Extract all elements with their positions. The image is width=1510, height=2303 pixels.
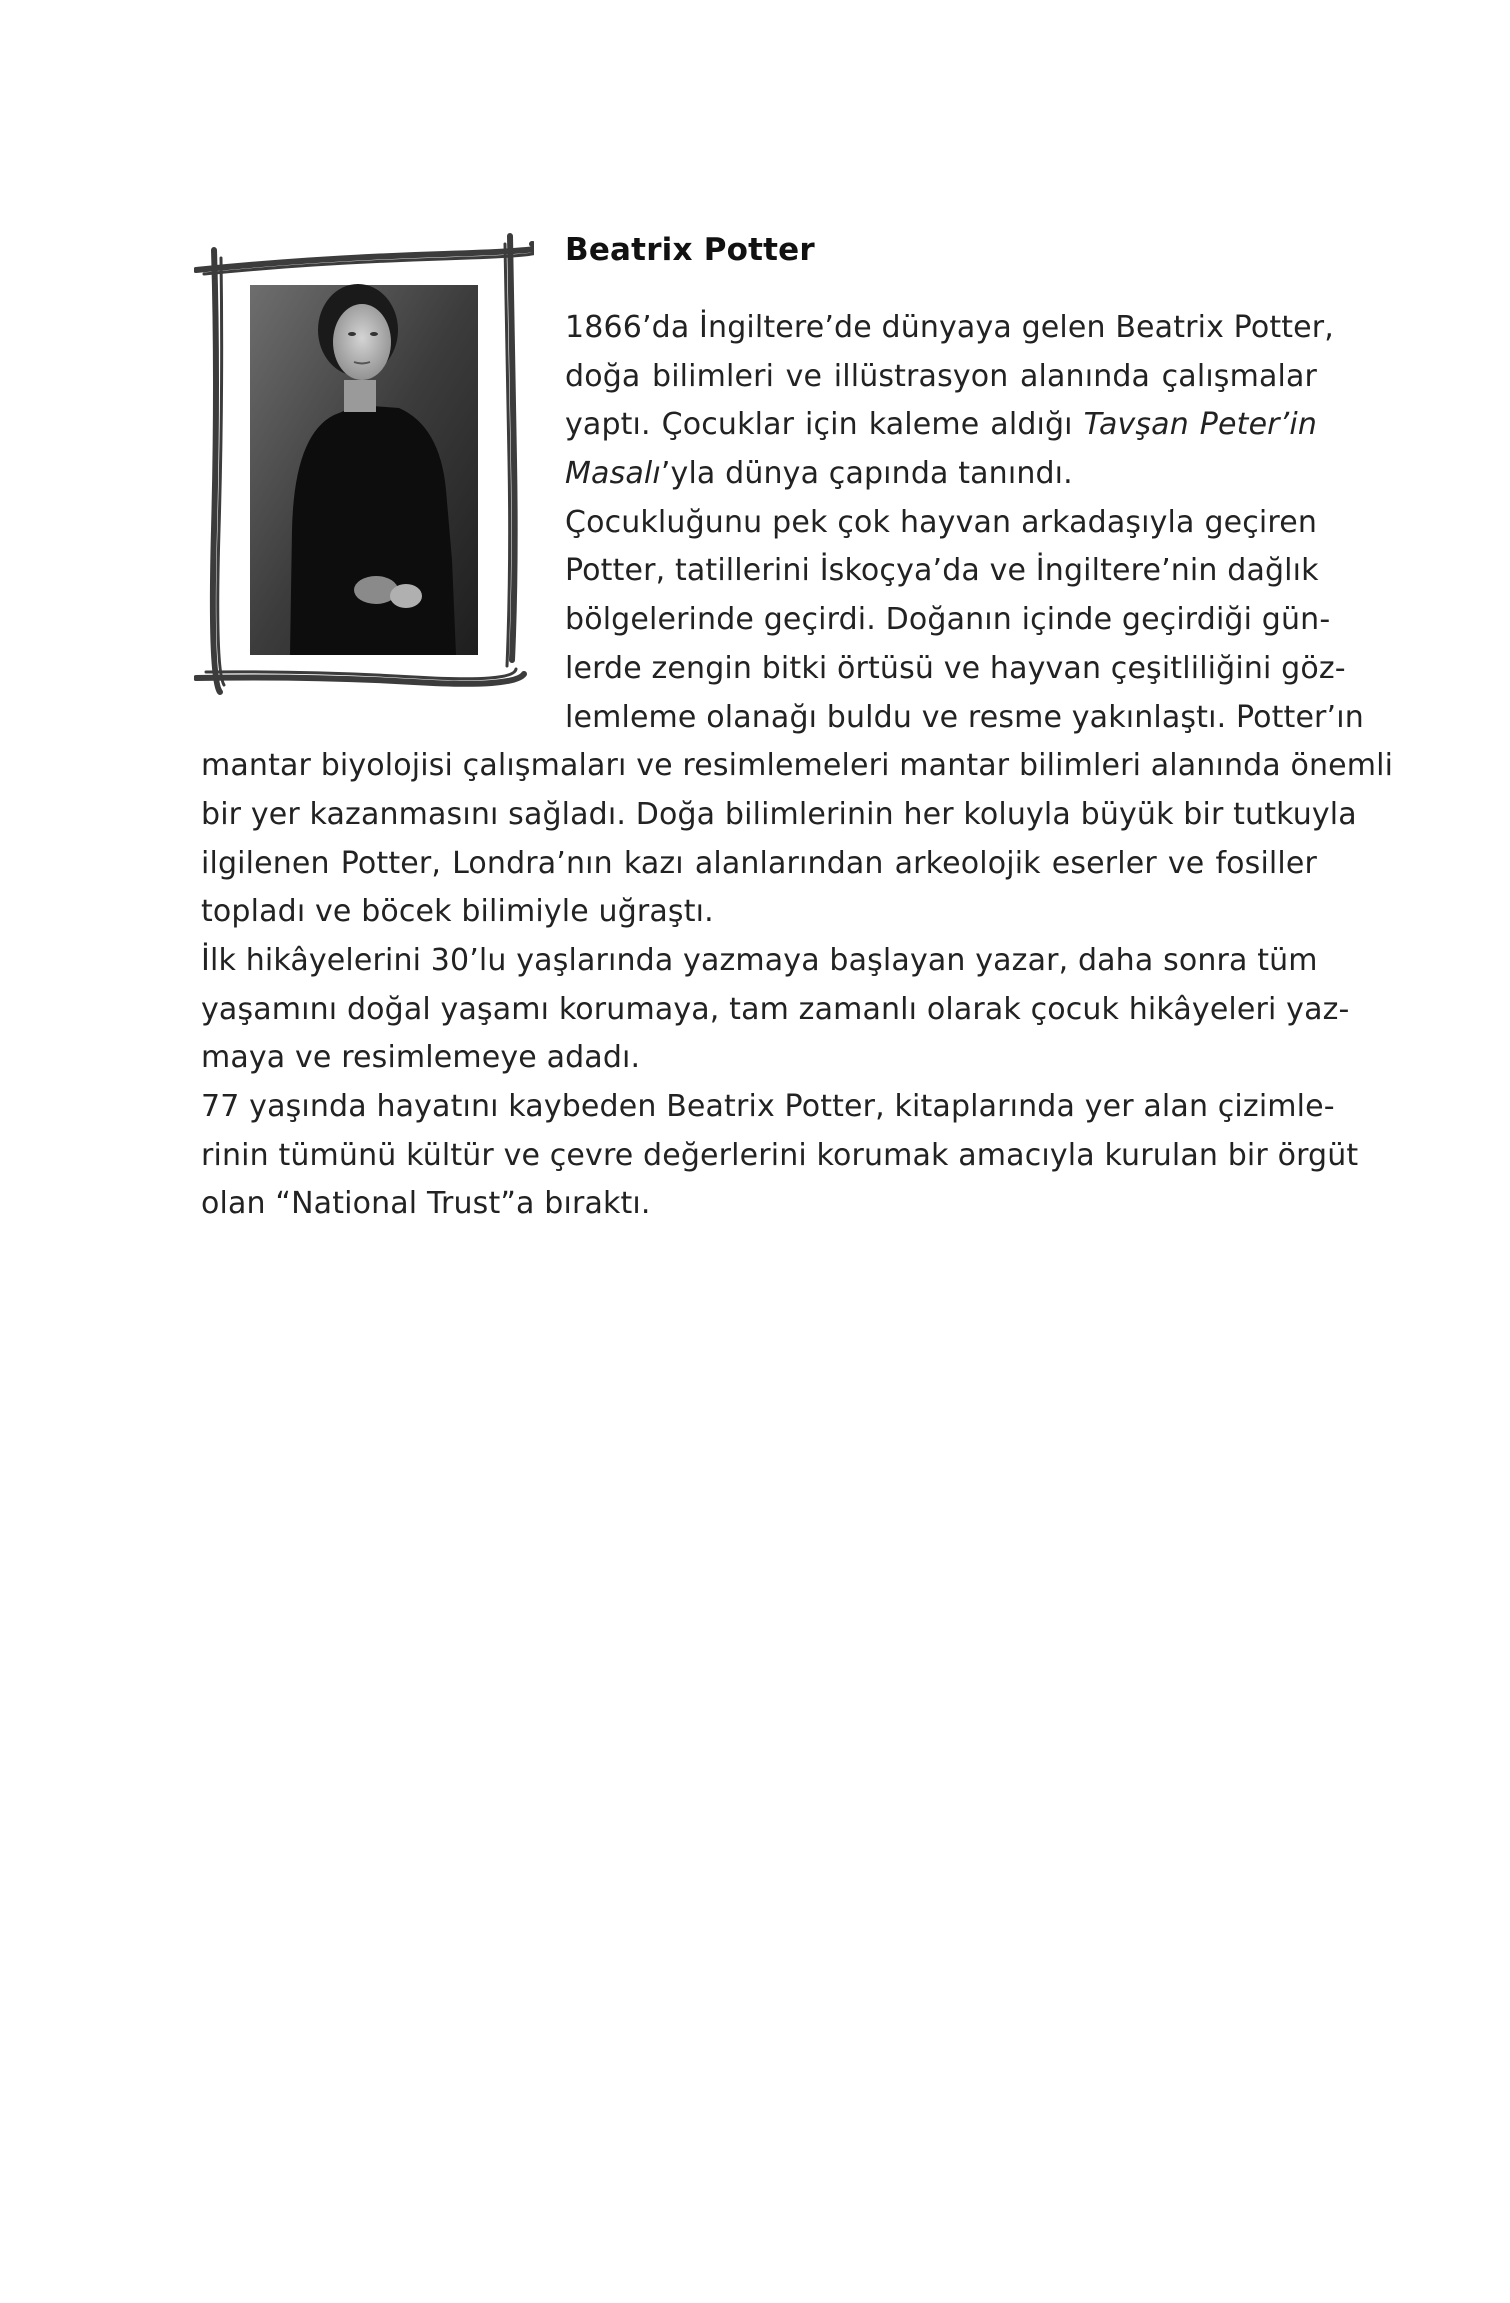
text-line-content: [201, 840, 1317, 889]
book-title-italic: Masalı: [565, 456, 661, 492]
text-line-main: yaşamını doğal yaşamı korumaya, tam zamanlı olarak çocuk hikâyeleri yaz-: [201, 991, 1350, 1027]
book-title-italic: Tavşan Peter’in: [1083, 407, 1317, 443]
text-line-main: 77 yaşında hayatını kaybeden Beatrix Potter, kitaplarında yer alan çizimle-: [201, 1089, 1335, 1124]
text-line: [201, 450, 1317, 499]
text-line-content: [565, 645, 1346, 694]
text-line-main: maya ve resimlemeye adadı.: [201, 1040, 641, 1076]
text-line-main: topladı ve böcek bilimiyle uğraştı.: [201, 894, 714, 930]
text-line-content: [201, 1034, 1317, 1083]
text-line: [201, 888, 1317, 937]
biography-text: [201, 304, 1394, 1229]
text-line: [201, 547, 1317, 596]
text-line: [201, 401, 1317, 450]
text-line: [201, 353, 1317, 402]
text-line: [201, 791, 1357, 840]
text-line: [201, 986, 1350, 1035]
text-line-main: olan “National Trust”a bıraktı.: [201, 1186, 651, 1222]
text-line-main: mantar biyolojisi çalışmaları ve resimlemeleri mantar bilimleri alanında önemli: [201, 748, 1394, 784]
text-line-content: [201, 791, 1357, 840]
text-line-content: [565, 694, 1364, 743]
text-line-main: Çocukluğunu pek çok hayvan arkadaşıyla geçiren: [565, 504, 1317, 540]
text-line-main: İlk hikâyelerini 30’lu yaşlarında yazmaya başlayan yazar, daha sonra tüm: [201, 942, 1318, 978]
text-line-content: [565, 499, 1317, 548]
text-line-main: 1866’da İngiltere’de dünyaya gelen Beatrix Potter,: [565, 310, 1334, 345]
text-line: [201, 499, 1317, 548]
text-line-content: [201, 742, 1394, 791]
text-line-content: [201, 937, 1317, 986]
text-line-content: [201, 986, 1350, 1035]
text-line-main: lemleme olanağı buldu ve resme yakınlaştı. Potter’ın: [565, 699, 1364, 735]
text-line: [201, 1180, 1317, 1229]
text-line: [201, 1132, 1359, 1181]
text-line: [201, 937, 1317, 986]
text-line-main: ’yla dünya çapında tanındı.: [660, 456, 1073, 492]
text-line-main: doğa bilimleri ve illüstrasyon alanında çalışmalar: [565, 358, 1317, 394]
text-line: [201, 840, 1317, 889]
text-line: [201, 742, 1394, 791]
text-line: [201, 645, 1346, 694]
text-line-main: ilgilenen Potter, Londra’nın kazı alanlarından arkeolojik eserler ve fosiller: [201, 845, 1317, 881]
text-line-content: [201, 1180, 1317, 1229]
text-line-content: [565, 304, 1334, 353]
text-line-content: [565, 596, 1331, 645]
text-line-main: bölgelerinde geçirdi. Doğanın içinde geçirdiği gün-: [565, 602, 1331, 638]
text-line: [201, 694, 1364, 743]
text-line-main: bir yer kazanmasını sağladı. Doğa bilimlerinin her koluyla büyük bir tutkuyla: [201, 796, 1357, 832]
text-line-content: [201, 1083, 1335, 1132]
text-line-main: lerde zengin bitki örtüsü ve hayvan çeşitliliğini göz-: [565, 650, 1346, 686]
text-line: [201, 1034, 1317, 1083]
text-line: [201, 596, 1331, 645]
text-line-main: Potter, tatillerini İskoçya’da ve İngiltere’nin dağlık: [565, 553, 1319, 589]
text-line: [201, 304, 1334, 353]
text-line-content: [565, 353, 1317, 402]
text-line: [201, 1083, 1335, 1132]
text-line-content: [201, 1132, 1359, 1181]
text-line-content: [565, 401, 1317, 450]
text-line-content: [565, 450, 1317, 499]
page-title: Beatrix Potter: [565, 232, 815, 268]
text-line-content: [565, 547, 1317, 596]
text-line-content: [201, 888, 1317, 937]
text-line-main: yaptı. Çocuklar için kaleme aldığı: [565, 407, 1084, 443]
text-line-main: rinin tümünü kültür ve çevre değerlerini korumak amacıyla kurulan bir örgüt: [201, 1137, 1359, 1173]
